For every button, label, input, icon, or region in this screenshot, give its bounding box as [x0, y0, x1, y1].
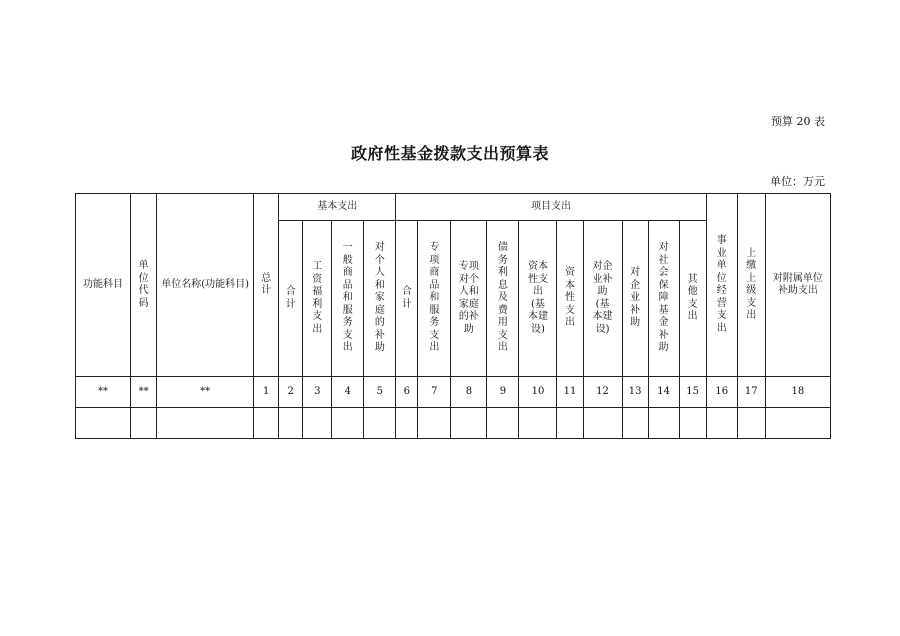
empty-cell: [396, 408, 418, 439]
header-business-expenditure: 事 业 单 位 经 营 支 出: [706, 194, 737, 377]
header-project-sub: 其 他 支 出: [679, 221, 706, 377]
empty-cell: [765, 408, 830, 439]
header-project-sub: 资本 性支 出 (基 本建 设): [519, 221, 557, 377]
header-total: 总 计: [254, 194, 279, 377]
column-number: 11: [557, 377, 583, 408]
empty-cell: [76, 408, 131, 439]
column-number: 6: [396, 377, 418, 408]
empty-cell: [648, 408, 679, 439]
column-number: 2: [279, 377, 303, 408]
header-project-sub: 专项 对个 人和 家庭 的补 助: [451, 221, 487, 377]
header-basic-sub: 一 般 商 品 和 服 务 支 出: [332, 221, 364, 377]
form-number: 预算 20 表: [771, 115, 825, 128]
header-basic-sub: 合 计: [279, 221, 303, 377]
empty-cell: [737, 408, 765, 439]
empty-cell: [279, 408, 303, 439]
column-number: 5: [364, 377, 396, 408]
header-unit-code: 单 位 代 码: [131, 194, 157, 377]
code-cell: **: [157, 377, 254, 408]
budget-table: [75, 193, 831, 439]
column-number: 4: [332, 377, 364, 408]
header-affiliated-subsidy: 对附属单位 补助支出: [765, 194, 830, 377]
header-upper-payment: 上 缴 上 级 支 出: [737, 194, 765, 377]
code-row: [76, 377, 831, 408]
empty-cell: [622, 408, 648, 439]
empty-cell: [157, 408, 254, 439]
column-number: 17: [737, 377, 765, 408]
empty-cell: [679, 408, 706, 439]
header-basic-sub: 对 个 人 和 家 庭 的 补 助: [364, 221, 396, 377]
header-project-sub: 对 社 会 保 障 基 金 补 助: [648, 221, 679, 377]
header-basic-expenditure: 基本支出: [279, 194, 396, 221]
column-number: 7: [418, 377, 451, 408]
header-project-sub: 合 计: [396, 221, 418, 377]
column-number: 8: [451, 377, 487, 408]
page-title: 政府性基金拨款支出预算表: [350, 144, 549, 163]
empty-cell: [451, 408, 487, 439]
header-project-sub: 对企 业补 助 (基 本建 设): [583, 221, 622, 377]
empty-cell: [254, 408, 279, 439]
empty-cell: [487, 408, 519, 439]
empty-row: [76, 408, 831, 439]
column-number: 16: [706, 377, 737, 408]
column-number: 12: [583, 377, 622, 408]
empty-cell: [303, 408, 332, 439]
empty-cell: [583, 408, 622, 439]
empty-cell: [557, 408, 583, 439]
code-cell: **: [76, 377, 131, 408]
header-basic-sub: 工 资 福 利 支 出: [303, 221, 332, 377]
empty-cell: [418, 408, 451, 439]
column-number: 3: [303, 377, 332, 408]
header-project-sub: 对 企 业 补 助: [622, 221, 648, 377]
column-number: 13: [622, 377, 648, 408]
column-number: 14: [648, 377, 679, 408]
empty-cell: [519, 408, 557, 439]
empty-cell: [364, 408, 396, 439]
column-number: 1: [254, 377, 279, 408]
column-number: 9: [487, 377, 519, 408]
empty-cell: [706, 408, 737, 439]
header-project-sub: 专 项 商 品 和 服 务 支 出: [418, 221, 451, 377]
code-cell: **: [131, 377, 157, 408]
column-number: 10: [519, 377, 557, 408]
header-project-expenditure: 项目支出: [396, 194, 706, 221]
empty-cell: [332, 408, 364, 439]
empty-cell: [131, 408, 157, 439]
header-func-subject: 功能科目: [76, 194, 131, 377]
header-project-sub: 资 本 性 支 出: [557, 221, 583, 377]
unit-label: 单位：万元: [770, 175, 825, 188]
column-number: 15: [679, 377, 706, 408]
header-unit-name: 单位名称(功能科目): [157, 194, 254, 377]
header-project-sub: 债 务 利 息 及 费 用 支 出: [487, 221, 519, 377]
column-number: 18: [765, 377, 830, 408]
